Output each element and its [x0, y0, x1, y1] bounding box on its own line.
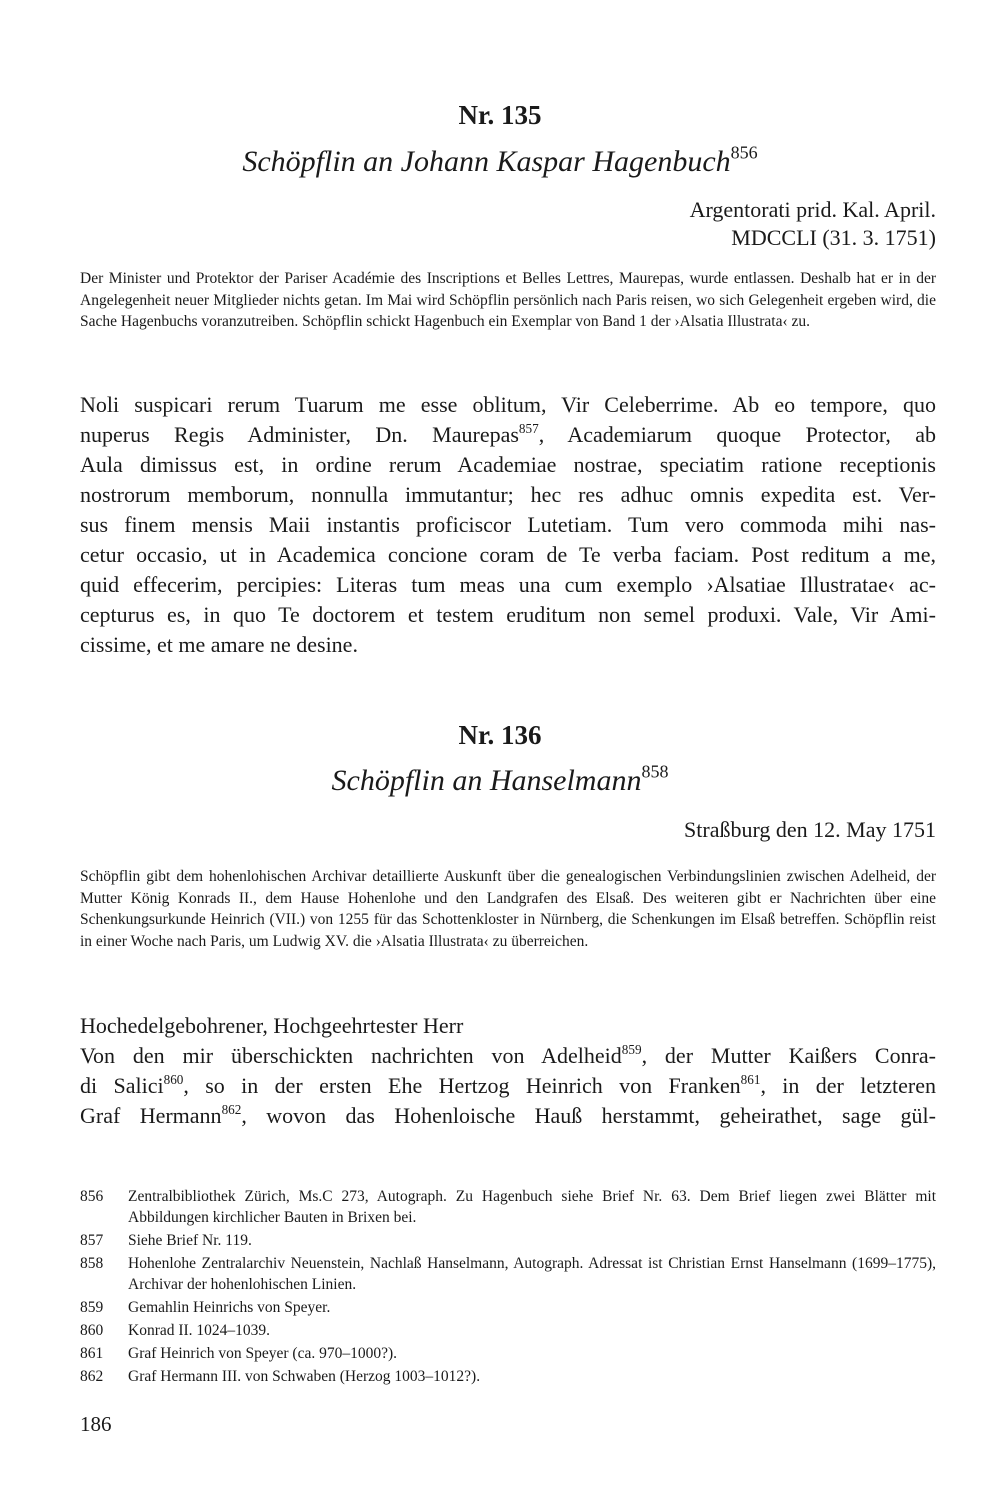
letter-text	[80, 390, 936, 660]
footnotes	[80, 1186, 936, 1389]
footnote-text: Zentralbibliothek Zürich, Ms.C 273, Autograph. Zu Hagenbuch siehe Brief Nr. 63. Dem Brief liegen zwei Blätter mit Abbildungen kirchlicher Bauten in Brixen bei.	[128, 1188, 936, 1226]
letter-place-date	[690, 196, 936, 252]
letter-title-text: Schöpflin an Hanselmann	[331, 764, 642, 797]
text-fragment: Von den mir überschickten nachrichten von Adelheid	[80, 1043, 622, 1068]
footnote-number: 862	[80, 1368, 104, 1385]
footnote-ref: 859	[621, 1041, 642, 1057]
footnote-number: 859	[80, 1299, 104, 1316]
place-date-line: Straßburg den 12. May 1751	[684, 817, 936, 842]
footnote	[80, 1230, 936, 1251]
letter-summary: Der Minister und Protektor der Pariser Académie des Inscriptions et Belles Lettres, Maurepas, wurde entlassen. Deshalb hat er in der Angelegenheit neuer Mitglieder nichts getan. Im Mai wird Schöpflin persönlich nach Paris reisen, wo sich Gelegenheit ergeben wird, die Sache Hagenbuchs voranzutreiben. Schöpflin schickt Hagenbuch ein Exemplar von Band 1 der ›Alsatia Illustrata‹ zu.	[80, 270, 936, 330]
footnote-ref: 856	[730, 142, 758, 163]
text-fragment: nuperus Regis Administer, Dn. Maurepas	[80, 422, 519, 447]
letter-text	[80, 1011, 936, 1131]
footnote-text: Graf Hermann III. von Schwaben (Herzog 1003–1012?).	[128, 1368, 481, 1385]
footnote	[80, 1343, 936, 1364]
footnote-ref: 861	[740, 1071, 761, 1087]
footnote-number: 860	[80, 1322, 104, 1339]
text-line	[80, 1071, 936, 1101]
letter-title-text: Schöpflin an Johann Kaspar Hagenbuch	[242, 145, 731, 178]
footnote-text: Siehe Brief Nr. 119.	[128, 1232, 252, 1249]
text-line: Aula dimissus est, in ordine rerum Academiae nostrae, speciatim ratione receptionis	[80, 452, 936, 477]
date-line: MDCCLI (31. 3. 1751)	[731, 225, 936, 250]
text-line: nostrorum memborum, nonnulla immutantur; hec res adhuc omnis expedita est. Ver-	[80, 482, 936, 507]
footnote	[80, 1366, 936, 1387]
footnote-ref: 858	[641, 761, 669, 782]
footnote-number: 856	[80, 1188, 104, 1205]
footnote-ref: 862	[221, 1101, 242, 1117]
text-fragment: , der Mutter Kaißers Conra-	[641, 1043, 937, 1068]
text-line	[80, 1041, 936, 1071]
footnote	[80, 1186, 936, 1228]
footnote	[80, 1320, 936, 1341]
text-line	[80, 420, 936, 450]
footnote-number: 857	[80, 1232, 104, 1249]
footnote-number: 861	[80, 1345, 104, 1362]
text-line: cissime, et me amare ne desine.	[80, 632, 358, 657]
text-fragment: Graf Hermann	[80, 1103, 222, 1128]
text-fragment: , Academiarum quoque Protector, ab	[538, 422, 937, 447]
letter-title	[0, 142, 1000, 179]
text-fragment: , wovon das Hohenloische Hauß herstammt, geheirathet, sage gül-	[241, 1103, 936, 1128]
footnote-text: Graf Heinrich von Speyer (ca. 970–1000?).	[128, 1345, 398, 1362]
page-number: 186	[80, 1412, 112, 1436]
footnote-text: Konrad II. 1024–1039.	[128, 1322, 271, 1339]
letter-number: Nr. 135	[458, 100, 542, 130]
salutation: Hochedelgebohrener, Hochgeehrtester Herr	[80, 1013, 464, 1038]
text-line: cetur occasio, ut in Academica concione coram de Te verba faciam. Post reditum a me,	[80, 542, 936, 567]
letter-title	[0, 761, 1000, 798]
footnote	[80, 1297, 936, 1318]
letter-place-date	[684, 816, 936, 844]
letter-number: Nr. 136	[458, 720, 542, 750]
text-line: sus finem mensis Maii instantis proficiscor Lutetiam. Tum vero commoda mihi nas-	[80, 512, 936, 537]
letter-summary: Schöpflin gibt dem hohenlohischen Archivar detaillierte Auskunft über die genealogischen Verbindungslinien zwischen Adelheid, der Mutter König Konrads II., dem Hause Hohenlohe und den Landgrafen des Elsaß. Des weiteren gibt er Nachrichten über eine Schenkungsurkunde Heinrich (VII.) von 1255 für das Schottenkloster in Nürnberg, die Schenkungen im Elsaß betreffen. Schöpflin reist in einer Woche nach Paris, um Ludwig XV. die ›Alsatia Illustrata‹ zu überreichen.	[80, 868, 936, 950]
text-fragment: , in der letzteren	[760, 1073, 936, 1098]
place-line: Argentorati prid. Kal. April.	[689, 197, 936, 222]
footnote-text: Hohenlohe Zentralarchiv Neuenstein, Nachlaß Hanselmann, Autograph. Adressat ist Christian Ernst Hanselmann (1699–1775), Archivar der hohenlohischen Linien.	[128, 1255, 936, 1293]
footnote-number: 858	[80, 1255, 104, 1272]
footnote-ref: 857	[518, 420, 539, 436]
text-line: quid effecerim, percipies: Literas tum meas una cum exemplo ›Alsatiae Illustratae‹ ac-	[80, 572, 936, 597]
text-fragment: , so in der ersten Ehe Hertzog Heinrich von Franken	[183, 1073, 741, 1098]
footnote	[80, 1253, 936, 1295]
text-line	[80, 1101, 936, 1131]
footnote-ref: 860	[163, 1071, 184, 1087]
text-fragment: di Salici	[80, 1073, 164, 1098]
text-line: cepturus es, in quo Te doctorem et testem eruditum non semel produxi. Vale, Vir Ami-	[80, 602, 936, 627]
text-line: Noli suspicari rerum Tuarum me esse oblitum, Vir Celeberrime. Ab eo tempore, quo	[80, 392, 936, 417]
footnote-text: Gemahlin Heinrichs von Speyer.	[128, 1299, 331, 1316]
